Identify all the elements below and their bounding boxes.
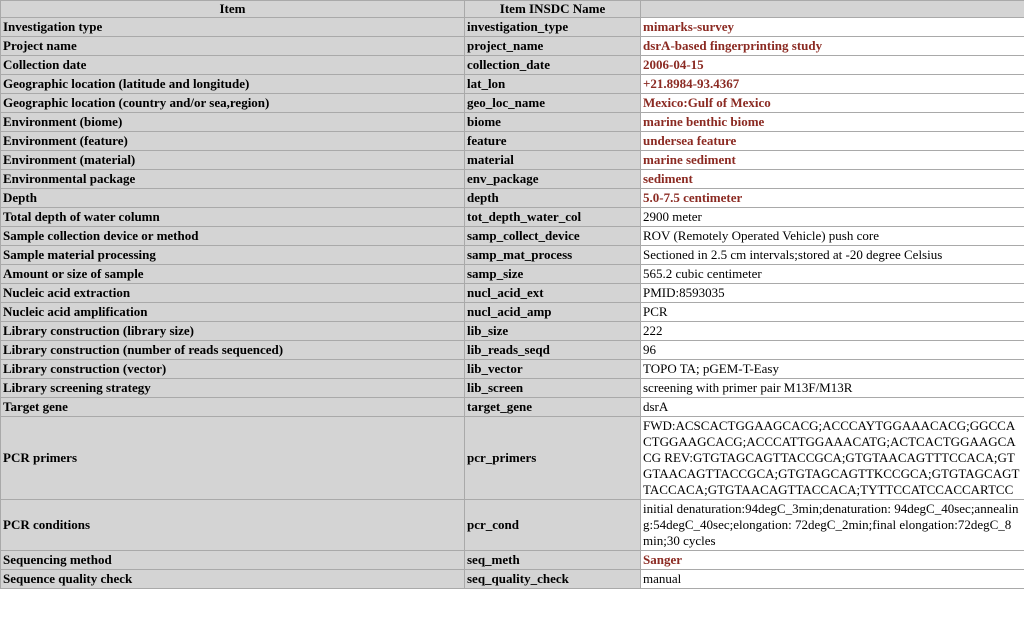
insdc-name: samp_mat_process — [465, 246, 641, 265]
item-value: dsrA-based fingerprinting study — [641, 37, 1024, 56]
insdc-name: project_name — [465, 37, 641, 56]
item-label: Amount or size of sample — [1, 265, 465, 284]
table-row — [1, 56, 1024, 75]
item-value: FWD:ACSCACTGGAAGCACG;ACCCAYTGGAAACACG;GGCCACTGGAAGCACG;ACCCATTGGAAACATG;ACTCACTGGAAGCACG REV:GTGTAGCAGTTACCGCA;GTGTAACAGTTTCCACA;GTGTAACAGTTACCGCA;GTGTAGCAGTTKCCGCA;GTGTAGCAGTTACCACA;GTGTAACAGTTACCACA;TYTTCCATCCACCARTCC — [641, 417, 1024, 500]
item-label: Collection date — [1, 56, 465, 75]
table-row — [1, 398, 1024, 417]
item-value: initial denaturation:94degC_3min;denaturation: 94degC_40sec;annealing:54degC_40sec;elongation: 72degC_2min;final elongation:72degC_8 min;30 cycles — [641, 500, 1024, 551]
insdc-name: seq_meth — [465, 551, 641, 570]
item-label: Sequencing method — [1, 551, 465, 570]
item-label: Library construction (number of reads sequenced) — [1, 341, 465, 360]
item-value: PMID:8593035 — [641, 284, 1024, 303]
insdc-name: tot_depth_water_col — [465, 208, 641, 227]
item-label: Nucleic acid extraction — [1, 284, 465, 303]
item-value: ROV (Remotely Operated Vehicle) push core — [641, 227, 1024, 246]
table-row — [1, 113, 1024, 132]
item-label: Environmental package — [1, 170, 465, 189]
item-value: dsrA — [641, 398, 1024, 417]
insdc-name: lib_screen — [465, 379, 641, 398]
item-value: Mexico:Gulf of Mexico — [641, 94, 1024, 113]
item-label: Library screening strategy — [1, 379, 465, 398]
item-value: 565.2 cubic centimeter — [641, 265, 1024, 284]
insdc-name: samp_collect_device — [465, 227, 641, 246]
insdc-name: biome — [465, 113, 641, 132]
item-value: 2900 meter — [641, 208, 1024, 227]
insdc-name: nucl_acid_amp — [465, 303, 641, 322]
insdc-name: lat_lon — [465, 75, 641, 94]
item-label: Environment (material) — [1, 151, 465, 170]
table-row — [1, 208, 1024, 227]
item-label: Geographic location (country and/or sea,region) — [1, 94, 465, 113]
item-label: Sample collection device or method — [1, 227, 465, 246]
item-value: TOPO TA; pGEM-T-Easy — [641, 360, 1024, 379]
insdc-name: depth — [465, 189, 641, 208]
item-value: +21.8984-93.4367 — [641, 75, 1024, 94]
item-value: marine sediment — [641, 151, 1024, 170]
item-label: PCR primers — [1, 417, 465, 500]
table-row — [1, 341, 1024, 360]
item-label: Depth — [1, 189, 465, 208]
item-label: PCR conditions — [1, 500, 465, 551]
insdc-name: pcr_primers — [465, 417, 641, 500]
header-value — [641, 1, 1024, 18]
item-label: Nucleic acid amplification — [1, 303, 465, 322]
table-row — [1, 151, 1024, 170]
table-row — [1, 37, 1024, 56]
item-label: Library construction (library size) — [1, 322, 465, 341]
header-item: Item — [1, 1, 465, 18]
insdc-name: geo_loc_name — [465, 94, 641, 113]
item-value: 2006-04-15 — [641, 56, 1024, 75]
item-value: 222 — [641, 322, 1024, 341]
insdc-name: collection_date — [465, 56, 641, 75]
insdc-name: lib_reads_seqd — [465, 341, 641, 360]
table-row — [1, 170, 1024, 189]
insdc-name: env_package — [465, 170, 641, 189]
item-value: 5.0-7.5 centimeter — [641, 189, 1024, 208]
table-row — [1, 75, 1024, 94]
table-body — [1, 18, 1024, 589]
insdc-name: target_gene — [465, 398, 641, 417]
insdc-name: nucl_acid_ext — [465, 284, 641, 303]
table-row — [1, 94, 1024, 113]
item-value: sediment — [641, 170, 1024, 189]
item-value: undersea feature — [641, 132, 1024, 151]
table-row — [1, 227, 1024, 246]
table-row — [1, 132, 1024, 151]
table-row — [1, 322, 1024, 341]
insdc-name: pcr_cond — [465, 500, 641, 551]
insdc-name: samp_size — [465, 265, 641, 284]
header-insdc-name: Item INSDC Name — [465, 1, 641, 18]
table-row — [1, 265, 1024, 284]
insdc-name: lib_size — [465, 322, 641, 341]
table-row — [1, 500, 1024, 551]
insdc-name: lib_vector — [465, 360, 641, 379]
item-label: Library construction (vector) — [1, 360, 465, 379]
table-row — [1, 570, 1024, 589]
table-row — [1, 379, 1024, 398]
insdc-name: investigation_type — [465, 18, 641, 37]
item-label: Sequence quality check — [1, 570, 465, 589]
item-label: Total depth of water column — [1, 208, 465, 227]
item-value: manual — [641, 570, 1024, 589]
item-label: Project name — [1, 37, 465, 56]
item-label: Investigation type — [1, 18, 465, 37]
insdc-name: material — [465, 151, 641, 170]
item-label: Environment (biome) — [1, 113, 465, 132]
item-value: 96 — [641, 341, 1024, 360]
item-value: Sectioned in 2.5 cm intervals;stored at -20 degree Celsius — [641, 246, 1024, 265]
item-label: Sample material processing — [1, 246, 465, 265]
table-row — [1, 360, 1024, 379]
item-value: marine benthic biome — [641, 113, 1024, 132]
insdc-name: seq_quality_check — [465, 570, 641, 589]
table-row — [1, 18, 1024, 37]
table-row — [1, 417, 1024, 500]
table-row — [1, 551, 1024, 570]
table-row — [1, 303, 1024, 322]
item-value: PCR — [641, 303, 1024, 322]
insdc-name: feature — [465, 132, 641, 151]
header-row — [1, 1, 1024, 18]
item-value: screening with primer pair M13F/M13R — [641, 379, 1024, 398]
item-value: mimarks-survey — [641, 18, 1024, 37]
item-value: Sanger — [641, 551, 1024, 570]
item-label: Target gene — [1, 398, 465, 417]
table-row — [1, 189, 1024, 208]
item-label: Geographic location (latitude and longitude) — [1, 75, 465, 94]
table-row — [1, 284, 1024, 303]
table-row — [1, 246, 1024, 265]
item-label: Environment (feature) — [1, 132, 465, 151]
